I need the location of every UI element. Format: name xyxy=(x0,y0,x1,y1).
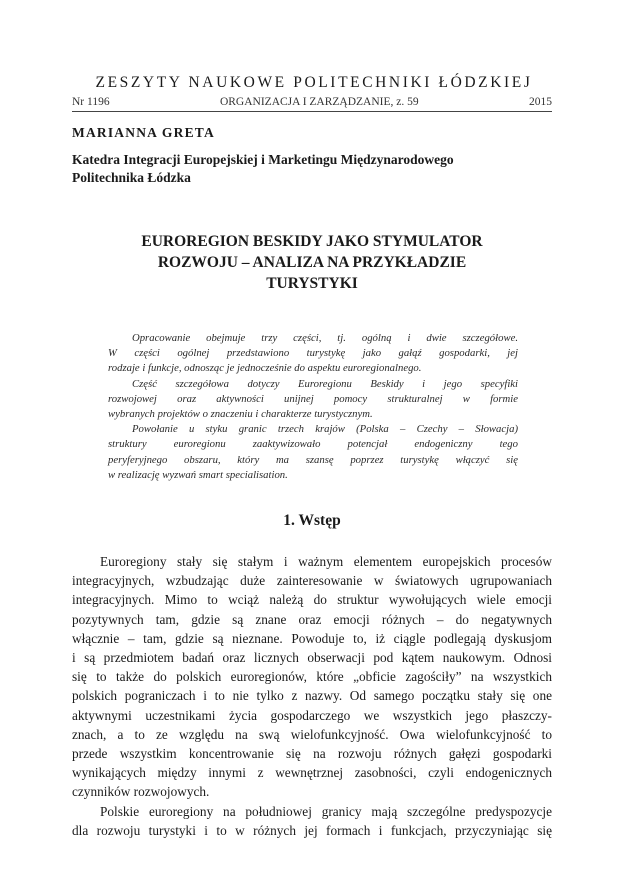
abstract-line: Część szczegółowa dotyczy Euroregionu Beskidy i jego specyfiki xyxy=(132,377,518,390)
body-line: Euroregiony stały się stałym i ważnym elementem europejskich procesów xyxy=(100,554,552,569)
body-line: przede wszystkim koncentrowanie się na rozwoju różnych gałęzi gospodarki xyxy=(72,746,552,762)
section-heading: 1. Wstęp xyxy=(283,512,341,529)
body-line: znach, a to ze względu na swą wielofunkcyjność. Owa wielofunkcyjność to xyxy=(72,726,552,742)
affiliation-department: Katedra Integracji Europejskiej i Marketingu Międzynarodowego xyxy=(72,152,454,167)
body-line: polskich pograniczach i to nie tylko z nazwy. Od samego początku stały się one xyxy=(72,688,552,704)
abstract-line: w realizację wyzwań smart specialisation. xyxy=(108,468,288,481)
abstract-line: Powołanie u styku granic trzech krajów (Polska – Czechy – Słowacja) xyxy=(132,423,518,436)
author-name: MARIANNA GRETA xyxy=(72,125,215,140)
body-line: Polskie euroregiony na południowej granicy mają szczególne predyspozycje xyxy=(100,803,552,819)
body-line: integracyjnych. Mimo to wciąż należą do struktur wywołujących wiele emocji xyxy=(72,592,552,608)
journal-title: ZESZYTY NAUKOWE POLITECHNIKI ŁÓDZKIEJ xyxy=(95,74,533,91)
abstract-line: W części ogólnej przedstawiono turystykę jako gałąź gospodarki, jej xyxy=(108,347,518,360)
affiliation-university: Politechnika Łódzka xyxy=(72,170,191,185)
body-line: pozytywnych tam, gdzie są znane oraz emocji różnych – do negatywnych xyxy=(72,611,552,627)
abstract-line: wybranych projektów o znaczeniu i charakterze turystycznym. xyxy=(108,408,373,421)
journal-series: ORGANIZACJA I ZARZĄDZANIE, z. 59 xyxy=(219,96,419,108)
body-line: włącznie – tam, gdzie są nieznane. Powoduje to, iż ciągle podlegają dyskusjom xyxy=(72,630,552,646)
body-line: czynników rozwojowych. xyxy=(72,784,210,800)
paper-title-line: ROZWOJU – ANALIZA NA PRZYKŁADZIE xyxy=(157,254,467,271)
abstract xyxy=(108,331,518,483)
body-line: dla rozwoju turystyki i to w różnych jej formach i funkcjach, przyczyniając się xyxy=(72,822,552,838)
abstract-line: peryferyjnego obszaru, który ma szansę poprzez turystykę włączyć się xyxy=(108,453,518,466)
journal-meta-line xyxy=(72,96,552,108)
paper-title-line: TURYSTYKI xyxy=(266,275,358,292)
abstract-line: rodzaje i funkcje, odnosząc je jednocześnie do aspektu euroregionalnego. xyxy=(108,362,422,375)
body-line: wynikających między innymi z wewnętrznej zasobności, czyli endogenicznych xyxy=(72,765,552,781)
body-line: aktywnymi uczestnikami życia gospodarczego we wszystkich jego płaszczy- xyxy=(72,707,552,723)
body-text xyxy=(72,552,552,840)
abstract-line: rozwojowej oraz aktywności unijnej pomocy strukturalnej w formie xyxy=(108,392,518,405)
publication-year: 2015 xyxy=(529,96,552,108)
body-line: i są przedmiotem badań oraz licznych obserwacji pod kątem naukowym. Odnosi xyxy=(72,650,552,666)
header-rule xyxy=(72,111,552,112)
body-line: się to także do polskich euroregionów, które „obficie zagościły” na wszystkich xyxy=(72,669,552,685)
paper-title-line: EUROREGION BESKIDY JAKO STYMULATOR xyxy=(141,233,483,250)
paper-title xyxy=(72,231,552,294)
body-line: integracyjnych, wzbudzając duże zainteresowanie w światowych ugrupowaniach xyxy=(72,573,552,589)
author-affiliation xyxy=(72,151,454,187)
issue-number: Nr 1196 xyxy=(72,96,110,108)
abstract-line: struktury euroregionu zaaktywizowało potencjał endogeniczny tego xyxy=(108,438,518,451)
abstract-line: Opracowanie obejmuje trzy części, tj. ogólną i dwie szczegółowe. xyxy=(132,332,518,344)
